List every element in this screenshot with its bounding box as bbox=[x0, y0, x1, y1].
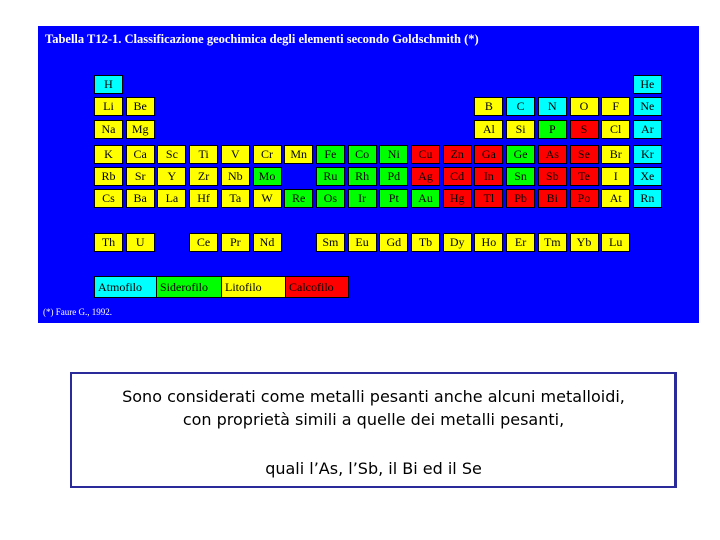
legend-item-siderofilo: Siderofilo bbox=[156, 276, 222, 298]
element-cell-cu: Cu bbox=[411, 145, 440, 164]
element-cell-ar: Ar bbox=[633, 120, 662, 139]
element-cell-fe: Fe bbox=[316, 145, 345, 164]
element-cell-ge: Ge bbox=[506, 145, 535, 164]
element-cell-cd: Cd bbox=[443, 167, 472, 186]
element-cell-se: Se bbox=[570, 145, 599, 164]
element-cell-mn: Mn bbox=[284, 145, 313, 164]
element-cell-pb: Pb bbox=[506, 189, 535, 208]
element-cell-dy: Dy bbox=[443, 233, 472, 252]
table-title: Tabella T12-1. Classificazione geochimica degli elementi secondo Goldschmith (*) bbox=[45, 32, 479, 46]
note-line-2: con proprietà simili a quelle dei metalli pesanti, bbox=[182, 410, 565, 429]
element-cell-lu: Lu bbox=[601, 233, 630, 252]
element-cell-be: Be bbox=[126, 97, 155, 116]
element-cell-pt: Pt bbox=[379, 189, 408, 208]
element-cell-er: Er bbox=[506, 233, 535, 252]
element-cell-pr: Pr bbox=[221, 233, 250, 252]
element-cell-k: K bbox=[94, 145, 123, 164]
element-cell-zr: Zr bbox=[189, 167, 218, 186]
element-cell-au: Au bbox=[411, 189, 440, 208]
element-cell-ag: Ag bbox=[411, 167, 440, 186]
element-cell-at: At bbox=[601, 189, 630, 208]
element-cell-po: Po bbox=[570, 189, 599, 208]
element-cell-ga: Ga bbox=[474, 145, 503, 164]
element-cell-re: Re bbox=[284, 189, 313, 208]
note-line-1: Sono considerati come metalli pesanti anche alcuni metalloidi, bbox=[122, 387, 625, 406]
element-cell-o: O bbox=[570, 97, 599, 116]
element-cell-ne: Ne bbox=[633, 97, 662, 116]
element-cell-ni: Ni bbox=[379, 145, 408, 164]
element-cell-sb: Sb bbox=[538, 167, 567, 186]
element-cell-y: Y bbox=[157, 167, 186, 186]
element-cell-li: Li bbox=[94, 97, 123, 116]
element-cell-h: H bbox=[94, 75, 123, 94]
element-cell-kr: Kr bbox=[633, 145, 662, 164]
element-cell-th: Th bbox=[94, 233, 123, 252]
element-cell-gd: Gd bbox=[379, 233, 408, 252]
element-cell-in: In bbox=[474, 167, 503, 186]
legend-item-litofilo: Litofilo bbox=[221, 276, 286, 298]
element-cell-tb: Tb bbox=[411, 233, 440, 252]
element-cell-cr: Cr bbox=[253, 145, 282, 164]
element-cell-tl: Tl bbox=[474, 189, 503, 208]
footnote: (*) Faure G., 1992. bbox=[43, 307, 112, 317]
element-cell-hf: Hf bbox=[189, 189, 218, 208]
element-cell-zn: Zn bbox=[443, 145, 472, 164]
element-cell-si: Si bbox=[506, 120, 535, 139]
periodic-table-panel bbox=[38, 26, 699, 323]
element-cell-he: He bbox=[633, 75, 662, 94]
element-cell-as: As bbox=[538, 145, 567, 164]
element-cell-te: Te bbox=[570, 167, 599, 186]
element-cell-f: F bbox=[601, 97, 630, 116]
element-cell-al: Al bbox=[474, 120, 503, 139]
note-line-3: quali l’As, l’Sb, il Bi ed il Se bbox=[265, 459, 482, 478]
element-cell-w: W bbox=[253, 189, 282, 208]
element-cell-mo: Mo bbox=[253, 167, 282, 186]
element-cell-sc: Sc bbox=[157, 145, 186, 164]
element-cell-ca: Ca bbox=[126, 145, 155, 164]
element-cell-la: La bbox=[157, 189, 186, 208]
element-cell-tm: Tm bbox=[538, 233, 567, 252]
element-cell-eu: Eu bbox=[348, 233, 377, 252]
element-cell-v: V bbox=[221, 145, 250, 164]
element-cell-pd: Pd bbox=[379, 167, 408, 186]
element-cell-co: Co bbox=[348, 145, 377, 164]
element-cell-cs: Cs bbox=[94, 189, 123, 208]
element-cell-yb: Yb bbox=[570, 233, 599, 252]
element-cell-bi: Bi bbox=[538, 189, 567, 208]
element-cell-ir: Ir bbox=[348, 189, 377, 208]
element-cell-br: Br bbox=[601, 145, 630, 164]
element-cell-rn: Rn bbox=[633, 189, 662, 208]
element-cell-sr: Sr bbox=[126, 167, 155, 186]
element-cell-sn: Sn bbox=[506, 167, 535, 186]
element-cell-ce: Ce bbox=[189, 233, 218, 252]
element-cell-hg: Hg bbox=[443, 189, 472, 208]
element-cell-i: I bbox=[601, 167, 630, 186]
element-cell-rh: Rh bbox=[348, 167, 377, 186]
element-cell-ru: Ru bbox=[316, 167, 345, 186]
element-cell-n: N bbox=[538, 97, 567, 116]
element-cell-ti: Ti bbox=[189, 145, 218, 164]
element-cell-rb: Rb bbox=[94, 167, 123, 186]
element-cell-s: S bbox=[570, 120, 599, 139]
element-cell-ho: Ho bbox=[474, 233, 503, 252]
element-cell-mg: Mg bbox=[126, 120, 155, 139]
element-cell-ta: Ta bbox=[221, 189, 250, 208]
element-cell-nd: Nd bbox=[253, 233, 282, 252]
element-cell-os: Os bbox=[316, 189, 345, 208]
legend-item-atmofilo: Atmofilo bbox=[94, 276, 157, 298]
element-cell-b: B bbox=[474, 97, 503, 116]
element-cell-xe: Xe bbox=[633, 167, 662, 186]
element-cell-cl: Cl bbox=[601, 120, 630, 139]
element-cell-u: U bbox=[126, 233, 155, 252]
element-cell-ba: Ba bbox=[126, 189, 155, 208]
legend-item-calcofilo: Calcofilo bbox=[285, 276, 349, 298]
element-cell-p: P bbox=[538, 120, 567, 139]
note-text-box bbox=[70, 372, 677, 488]
element-cell-na: Na bbox=[94, 120, 123, 139]
element-cell-c: C bbox=[506, 97, 535, 116]
element-cell-nb: Nb bbox=[221, 167, 250, 186]
element-cell-sm: Sm bbox=[316, 233, 345, 252]
